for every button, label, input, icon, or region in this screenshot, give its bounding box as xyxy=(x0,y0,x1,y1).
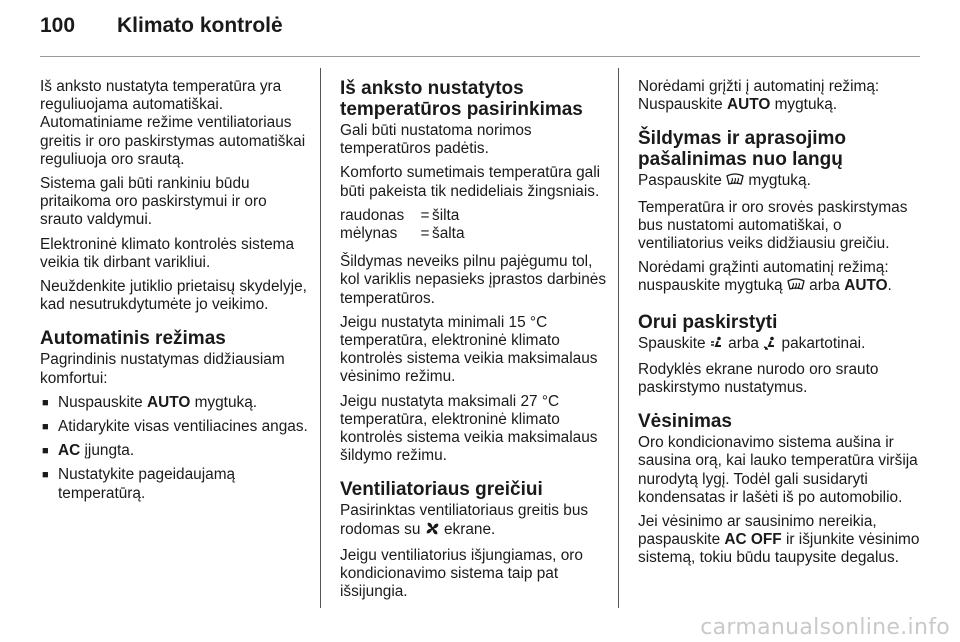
paragraph xyxy=(638,78,920,114)
column-divider xyxy=(618,68,619,608)
list-item-text: Nuspauskite xyxy=(58,393,147,411)
table-cell: šalta xyxy=(432,225,465,243)
paragraph-text: pakartotinai. xyxy=(777,334,866,352)
paragraph-text: Paspauskite xyxy=(638,172,727,190)
section-heading-defrost: Šildymas ir aprasojimo pašalinimas nuo langų xyxy=(638,128,847,171)
paragraph: Sistema gali būti rankiniu būdu pritaikoma oro paskirstymui ir oro srauto valdymui. xyxy=(40,175,267,229)
table-cell: raudonas xyxy=(340,206,405,224)
paragraph xyxy=(638,335,920,355)
windscreen-defrost-icon xyxy=(787,278,805,297)
table-cell: = xyxy=(420,206,430,224)
page-number: 100 xyxy=(40,14,76,37)
table-row xyxy=(340,225,465,243)
paragraph: Jeigu nustatyta maksimali 27 °C temperatūra, elektroninė klimato kontrolės sistema veikia maksimalaus šildymo režimu. xyxy=(340,392,598,465)
paragraph: Gali būti nustatoma norimos temperatūros padėtis. xyxy=(340,122,532,158)
paragraph xyxy=(638,259,920,297)
paragraph-text: Norėdami grąžinti automatinį režimą: nuspauskite mygtuką xyxy=(638,259,889,295)
paragraph xyxy=(638,172,920,192)
paragraph-text: mygtuką. xyxy=(744,172,811,190)
fan-icon xyxy=(425,521,440,541)
page-title: Klimato kontrolė xyxy=(117,14,283,37)
air-distribution-icon xyxy=(710,336,724,355)
table-row xyxy=(340,207,465,225)
color-definition-table xyxy=(340,207,465,243)
table-cell: šilta xyxy=(432,206,460,224)
list-item xyxy=(40,418,312,436)
paragraph: Pagrindinis nustatymas didžiausiam komfortui: xyxy=(40,351,285,387)
list-item-text: Atidarykite visas ventiliacines angas. xyxy=(58,418,308,436)
list-item-text: įjungta. xyxy=(80,442,135,460)
table-cell: mėlynas xyxy=(340,225,398,243)
button-name: AUTO xyxy=(844,277,888,295)
section-heading-preset-temperature: Iš anksto nustatytos temperatūros pasirinkimas xyxy=(340,78,583,120)
paragraph-text: Norėdami grįžti į automatinį režimą: Nuspauskite xyxy=(638,78,880,114)
paragraph: Iš anksto nustatyta temperatūra yra reguliuojama automatiškai. Automatiniame režime ventiliatoriaus greitis ir oro paskirstymas automatiškai reguliuoja oro srautą. xyxy=(40,78,306,168)
watermark: carmanualsonline.info xyxy=(700,615,950,640)
paragraph-text: Spauskite xyxy=(638,334,710,352)
paragraph: Rodyklės ekrane nurodo oro srauto paskirstymo nustatymus. xyxy=(638,360,879,397)
paragraph-text: ir išjunkite vėsinimo sistemą, tokiu būdu taupysite degalus. xyxy=(638,531,920,567)
paragraph-text: Jei vėsinimo ar sausinimo nereikia, paspauskite xyxy=(638,513,877,549)
column-2 xyxy=(340,78,610,607)
button-name: AUTO xyxy=(726,96,771,114)
paragraph xyxy=(340,502,610,540)
paragraph: Oro kondicionavimo sistema aušina ir sausina orą, kai lauko temperatūra viršija nurodytą lygį. Todėl gali susidaryti kondensatas ir lašėti iš po automobilio. xyxy=(638,434,918,506)
paragraph-text: arba xyxy=(804,277,845,295)
bullet-icon: ■ xyxy=(42,469,49,482)
paragraph xyxy=(638,513,920,568)
table-cell: = xyxy=(420,225,430,243)
list-item-text: mygtuką. xyxy=(190,393,258,411)
section-heading-cooling: Vėsinimas xyxy=(638,411,732,433)
list-item xyxy=(40,442,312,460)
bullet-icon: ■ xyxy=(42,396,49,409)
section-heading-air-distribution: Orui paskirstyti xyxy=(638,311,778,333)
paragraph: Jeigu nustatyta minimali 15 °C temperatūra, elektroninė klimato kontrolės sistema veikia maksimalaus vėsinimo režimu. xyxy=(340,313,598,386)
instruction-list xyxy=(40,394,312,503)
page-header xyxy=(40,14,920,54)
paragraph: Jeigu ventiliatorius išjungiamas, oro kondicionavimo sistema taip pat išsijungia. xyxy=(340,546,583,601)
paragraph: Šildymas neveiks pilnu pajėgumu tol, kol variklis nepasieks įprastos darbinės temperatūros. xyxy=(340,253,607,307)
paragraph: Neuždenkite jutiklio prietaisų skydelyje, kad nesutrukdytumėte jo veikimo. xyxy=(40,278,307,314)
header-rule xyxy=(40,56,920,57)
paragraph-text: ekrane. xyxy=(439,520,496,538)
column-1 xyxy=(40,78,312,509)
button-name: AC xyxy=(58,442,81,460)
button-name: AC OFF xyxy=(724,531,782,549)
air-distribution-icon xyxy=(763,336,777,355)
bullet-icon: ■ xyxy=(42,445,49,458)
windscreen-defrost-icon xyxy=(726,173,744,192)
section-heading-fan-speed: Ventiliatoriaus greičiui xyxy=(340,479,543,501)
section-heading-automatic-mode: Automatinis režimas xyxy=(40,328,226,350)
paragraph: Elektroninė klimato kontrolės sistema veikia tik dirbant varikliui. xyxy=(40,235,295,271)
paragraph: Komforto sumetimais temperatūra gali būti pakeista tik nedideliais žingsniais. xyxy=(340,164,601,200)
column-3 xyxy=(638,78,920,574)
button-name: AUTO xyxy=(146,393,191,411)
paragraph-text: . xyxy=(887,277,892,295)
list-item xyxy=(40,466,312,502)
list-item xyxy=(40,394,312,412)
bullet-icon: ■ xyxy=(42,421,49,434)
paragraph-text: Pasirinktas ventiliatoriaus greitis bus rodomas su xyxy=(340,502,589,538)
list-item-text: Nustatykite pageidaujamą temperatūrą. xyxy=(58,466,236,502)
paragraph-text: arba xyxy=(723,334,764,352)
column-divider xyxy=(320,68,321,608)
paragraph: Temperatūra ir oro srovės paskirstymas bus nustatomi automatiškai, o ventiliatorius veiks didžiausiu greičiu. xyxy=(638,198,908,253)
paragraph-text: mygtuką. xyxy=(770,96,838,114)
